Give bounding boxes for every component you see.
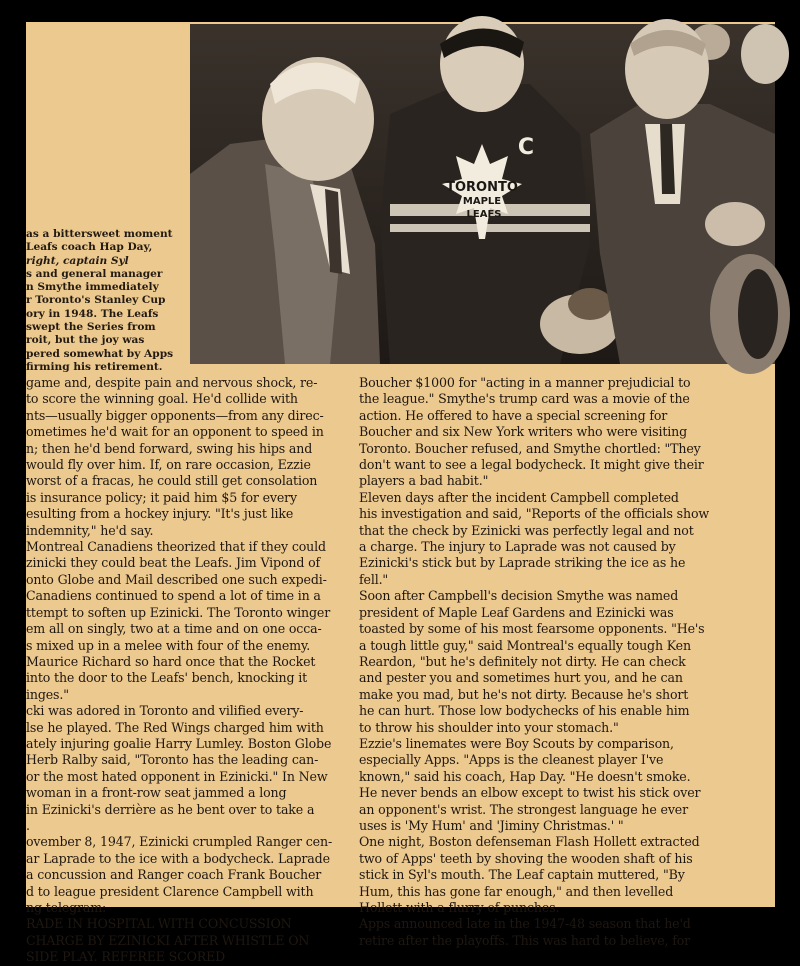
caption-line: as a bittersweet moment xyxy=(26,228,173,240)
article-text-line: uses is 'My Hum' and 'Jiminy Christmas.' " xyxy=(359,817,624,833)
article-text-line: and pester you and sometimes hurt you, and he can xyxy=(359,670,683,686)
article-text-line: ng telegram: xyxy=(26,900,107,915)
article-text-line: two of Apps' teeth by shoving the wooden shaft of his xyxy=(359,850,693,866)
article-text-line: He never bends an elbow except to twist his stick over xyxy=(359,785,701,801)
article-right-column xyxy=(359,375,721,949)
article-text-line: to score the winning goal. He'd collide with xyxy=(26,391,298,407)
article-text-line: president of Maple Leaf Gardens and Ezinicki was xyxy=(359,604,674,620)
sweater-leafs-text: LEAFS xyxy=(466,209,502,220)
article-text-line: the league." Smythe's trump card was a movie of the xyxy=(359,391,690,407)
article-text-line: Boucher and six New York writers who were visiting xyxy=(359,424,687,440)
article-text-line: an opponent's wrist. The strongest language he ever xyxy=(359,801,688,817)
article-text-line: players a bad habit." xyxy=(359,473,489,489)
article-text-line: to throw his shoulder into your stomach." xyxy=(359,719,619,735)
caption-line: firming his retirement. xyxy=(26,360,163,373)
caption-line: swept the Series from xyxy=(26,321,156,334)
article-text-line: nts—usually bigger opponents—from any direc- xyxy=(26,407,324,423)
caption-line: pered somewhat by Apps xyxy=(26,347,174,360)
article-text-line: would fly over him. If, on rare occasion, Ezzie xyxy=(26,457,311,473)
article-text-line: Hum, this has gone far enough," and then levelled xyxy=(359,883,674,899)
article-text-line: Ezzie's linemates were Boy Scouts by comparison, xyxy=(359,735,674,751)
article-text-line: cki was adored in Toronto and vilified every- xyxy=(26,703,304,719)
article-text-line: Soon after Campbell's decision Smythe was named xyxy=(359,588,679,604)
article-text-line: his investigation and said, "Reports of the officials show xyxy=(359,506,710,522)
caption-line: r Toronto's Stanley Cup xyxy=(26,294,166,307)
article-text-line: that the check by Ezinicki was perfectly legal and not xyxy=(359,522,694,538)
article-text-line: SIDE PLAY. REFEREE SCORED xyxy=(26,949,226,965)
article-text-line: Canadiens continued to spend a lot of time in a xyxy=(26,588,321,604)
magazine-page xyxy=(26,22,775,965)
article-text-line: a tough little guy," said Montreal's equally tough Ken xyxy=(359,637,691,653)
article-text-line: Montreal Canadiens theorized that if they could xyxy=(26,539,326,555)
article-text-line: n; then he'd bend forward, swing his hips and xyxy=(26,440,313,456)
article-text-line: em all on singly, two at a time and on one occa- xyxy=(26,621,322,637)
article-text-line: s mixed up in a melee with four of the enemy. xyxy=(26,637,311,653)
team-celebration-photo xyxy=(190,24,775,364)
article-text-line: fell." xyxy=(359,571,389,587)
article-text-line: woman in a front-row seat jammed a long xyxy=(26,785,287,801)
article-text-line: a concussion and Ranger coach Frank Boucher xyxy=(26,867,322,883)
article-text-line: ometimes he'd wait for an opponent to speed in xyxy=(26,424,324,440)
article-text-line: CHARGE BY EZINICKI AFTER WHISTLE ON xyxy=(26,932,310,948)
article-text-line: he can hurt. Those low bodychecks of his enable him xyxy=(359,703,690,719)
sweater-maple-text: MAPLE xyxy=(462,196,502,207)
article-text-line: Ezinicki's stick but by Laprade striking the ice as he xyxy=(359,555,686,571)
article-text-line: make you mad, but he's not dirty. Because he's short xyxy=(359,686,689,702)
article-text-line: especially Apps. "Apps is the cleanest player I've xyxy=(359,752,664,768)
article-text-line: into the door to the Leafs' bench, knocking it xyxy=(26,670,308,686)
article-left-column xyxy=(26,375,338,966)
article-text-line: d to league president Clarence Campbell with xyxy=(26,883,314,899)
article-text-line: RADE IN HOSPITAL WITH CONCUSSION xyxy=(26,916,292,932)
article-text-line: don't want to see a legal bodycheck. It might give their xyxy=(359,457,704,473)
article-text-line: ovember 8, 1947, Ezinicki crumpled Ranger cen- xyxy=(26,834,333,850)
article-text-line: onto Globe and Mail described one such expedi- xyxy=(26,571,327,587)
caption-line: s and general manager xyxy=(26,267,163,280)
article-text-line: game and, despite pain and nervous shock, re- xyxy=(26,375,318,390)
article-text-line: . xyxy=(26,817,30,833)
article-text-line: Maurice Richard so hard once that the Rocket xyxy=(26,653,316,669)
article-text-line: ttempt to soften up Ezinicki. The Toronto winger xyxy=(26,604,331,620)
caption-line: roit, but the joy was xyxy=(26,334,145,347)
article-text-line: lse he played. The Red Wings charged him with xyxy=(26,719,324,735)
article-text-line: is insurance policy; it paid him $5 for every xyxy=(26,489,298,505)
caption-line: ory in 1948. The Leafs xyxy=(26,307,159,320)
article-text-line: worst of a fracas, he could still get consolation xyxy=(26,473,318,489)
article-text-line: One night, Boston defenseman Flash Hollett extracted xyxy=(359,834,700,850)
article-text-line: stick in Syl's mouth. The Leaf captain muttered, "By xyxy=(359,867,685,883)
article-text-line: in Ezinicki's derrière as he bent over to take a xyxy=(26,801,315,817)
caption-line: n Smythe immediately xyxy=(26,281,159,294)
article-text-line: zinicki they could beat the Leafs. Jim Vipond of xyxy=(26,555,321,571)
article-text-line: toasted by some of his most fearsome opponents. "He's xyxy=(359,621,705,637)
article-text-line: Herb Ralby said, "Toronto has the leading can- xyxy=(26,752,319,768)
article-text-line: a charge. The injury to Laprade was not caused by xyxy=(359,539,676,555)
article-text-line: esulting from a hockey injury. "It's just like xyxy=(26,506,294,522)
photo-caption xyxy=(26,228,186,374)
article-text-line: action. He offered to have a special screening for xyxy=(359,407,668,423)
caption-line: Leafs coach Hap Day, xyxy=(26,241,153,254)
article-text-line: Eleven days after the incident Campbell completed xyxy=(359,489,679,505)
article-text-line: known," said his coach, Hap Day. "He doesn't smoke. xyxy=(359,768,691,784)
article-text-line: or the most hated opponent in Ezinicki." In New xyxy=(26,768,328,784)
article-text-line: Apps announced late in the 1947-48 season that he'd xyxy=(359,916,691,932)
article-text-line: ar Laprade to the ice with a bodycheck. Laprade xyxy=(26,850,330,866)
article-text-line: Toronto. Boucher refused, and Smythe chortled: "They xyxy=(359,440,701,456)
article-text-line: ately injuring goalie Harry Lumley. Boston Globe xyxy=(26,735,332,751)
sweater-toronto-text: TORONTO xyxy=(446,180,518,195)
article-text-line: indemnity," he'd say. xyxy=(26,522,154,538)
article-text-line: Reardon, "but he's definitely not dirty. He can check xyxy=(359,653,686,669)
article-text-line: Hollett with a flurry of punches. xyxy=(359,900,560,915)
caption-line: right, captain Syl xyxy=(26,254,129,267)
article-text-line: inges." xyxy=(26,686,69,702)
article-text-line: retire after the playoffs. This was hard to believe, for xyxy=(359,932,691,948)
captain-c-letter: C xyxy=(517,135,535,160)
article-text-line: Boucher $1000 for "acting in a manner prejudicial to xyxy=(359,375,691,390)
